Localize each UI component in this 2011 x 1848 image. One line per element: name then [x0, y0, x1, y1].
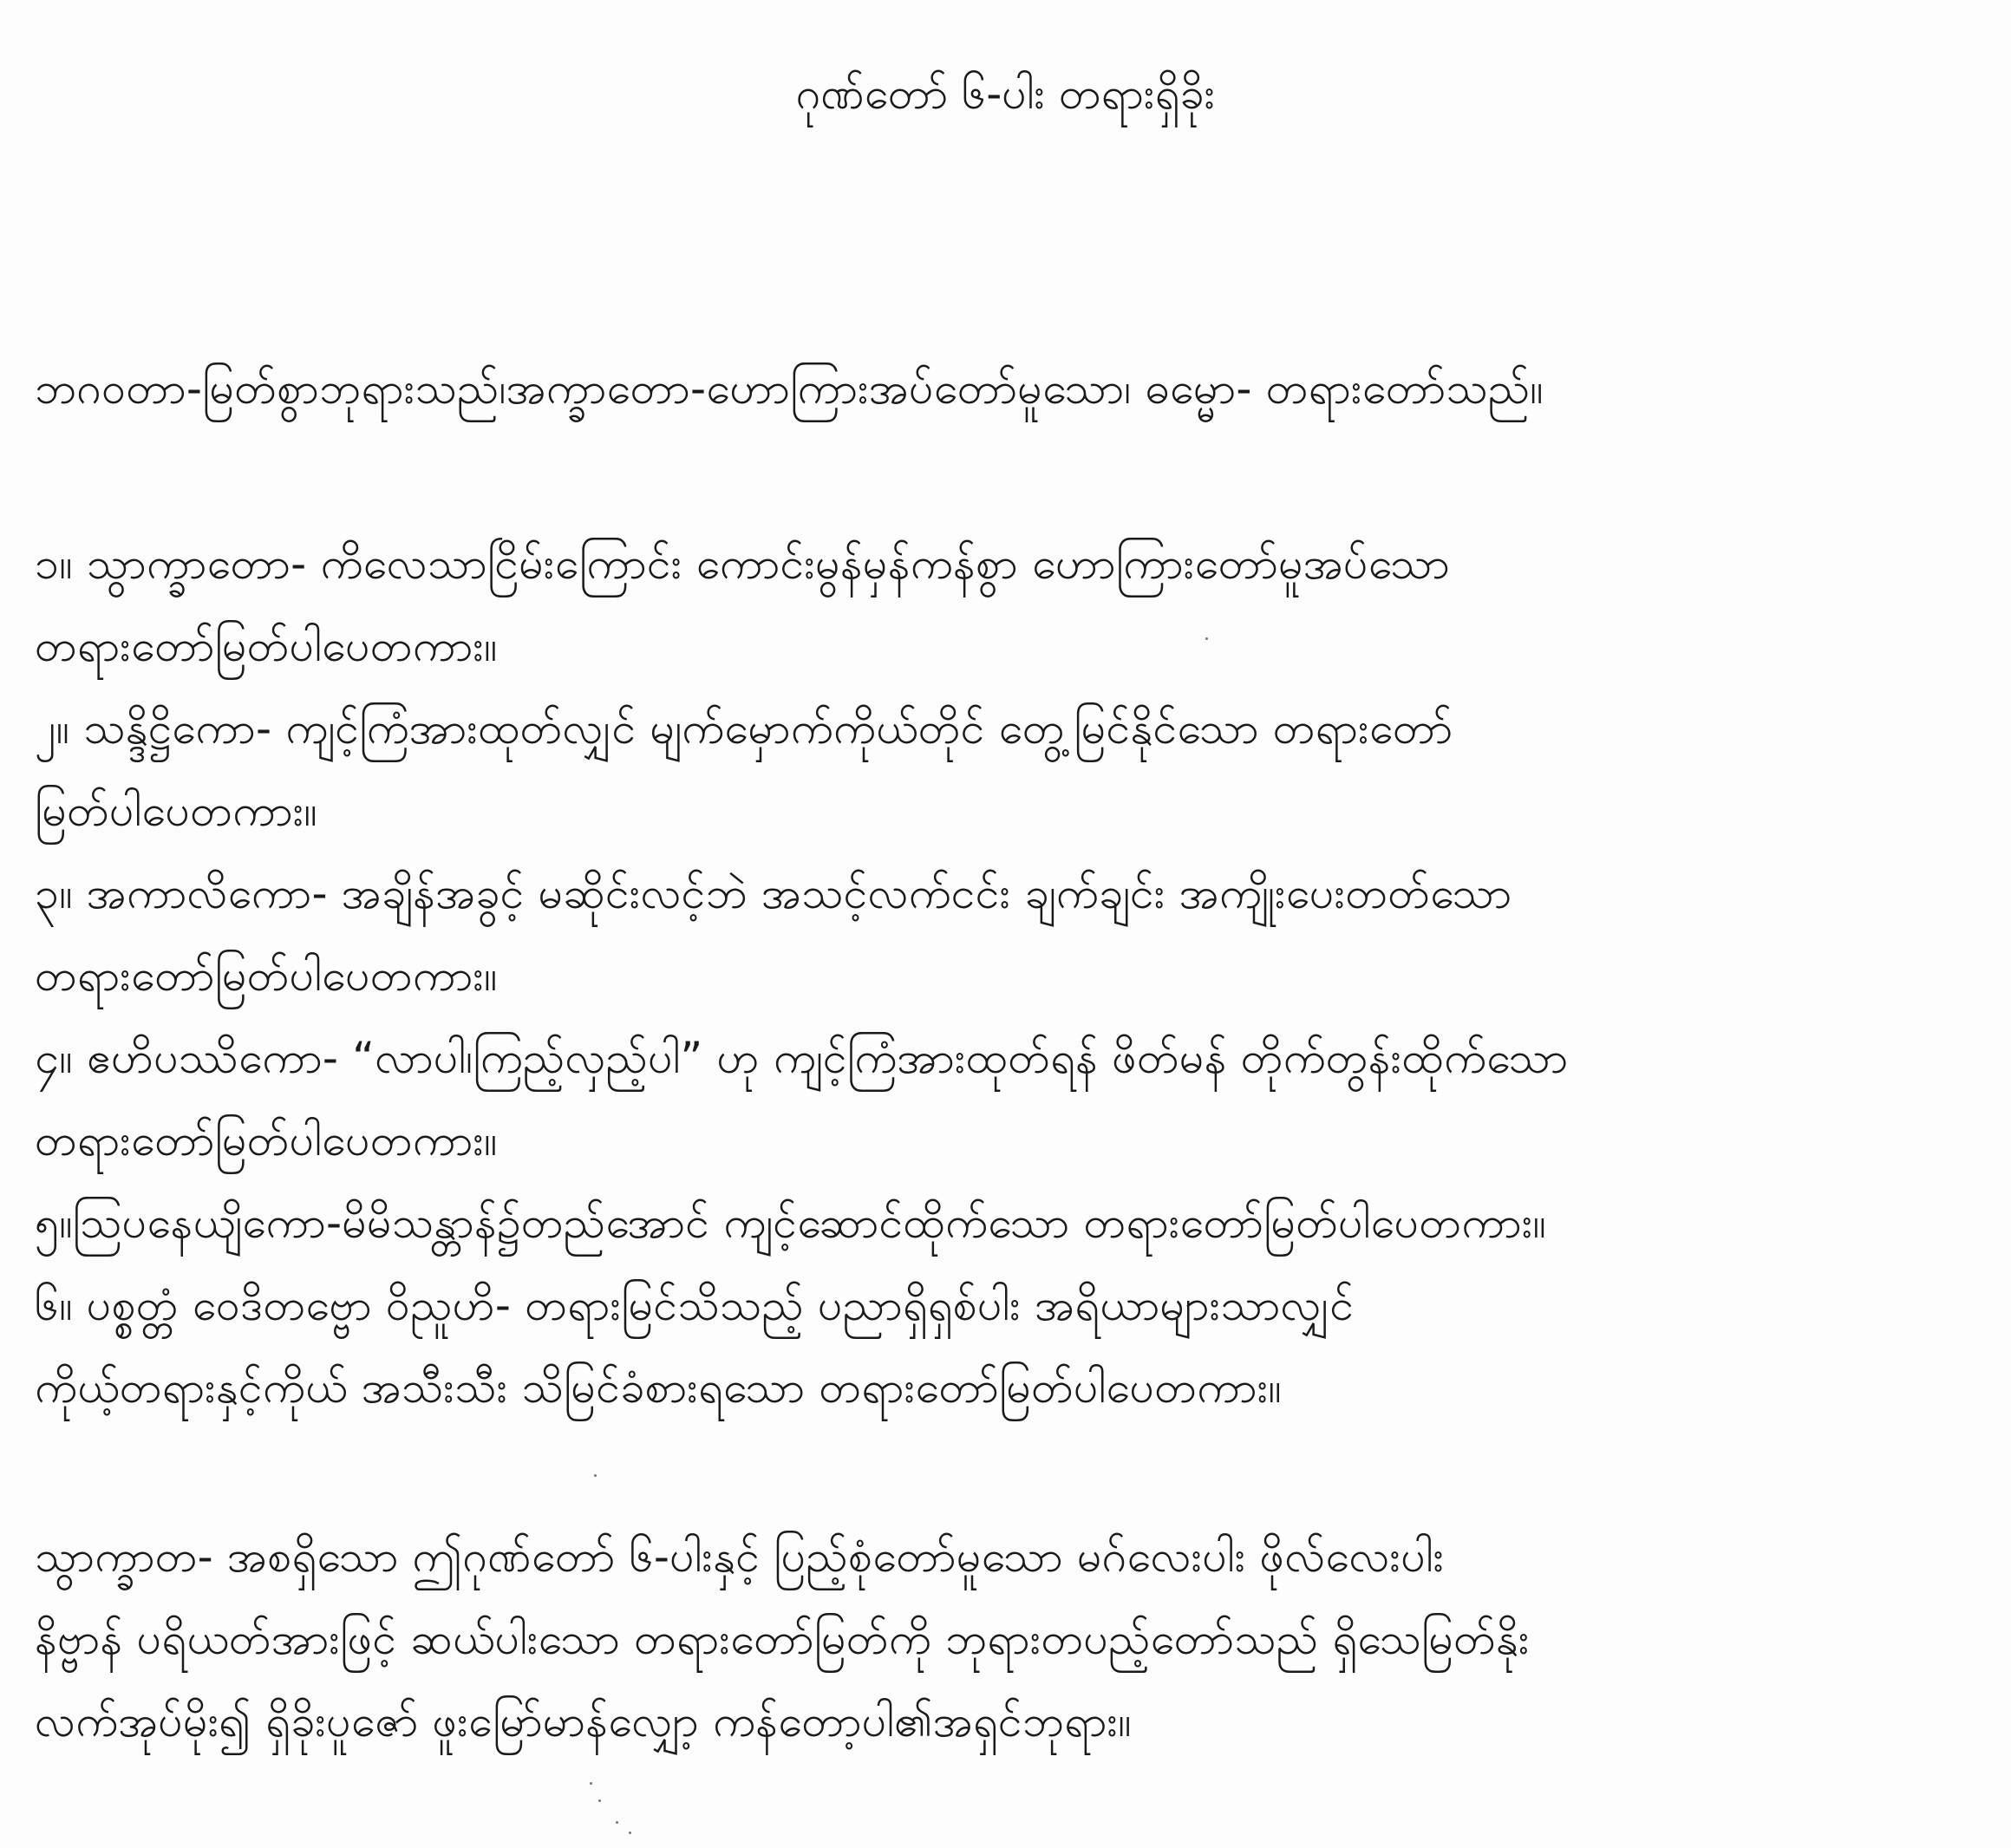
quality-3-line-1: ၃။ အကာလိကော- အချိန်အခွင့် မဆိုင်းလင့်ဘဲ အသင့်လက်ငင်း ချက်ချင်း အကျိုးပေးတတ်သော: [35, 868, 1512, 918]
intro-line: ဘဂဝတာ-မြတ်စွာဘုရားသည်၊အက္ခာတော-ဟောကြားအပ်တော်မူသော၊ ဓမ္မော- တရားတော်သည်။: [35, 363, 1544, 414]
quality-1-line-2: တရားတော်မြတ်ပါပေတကား။: [35, 621, 498, 671]
closing-line-1: သွာက္ခာတ- အစရှိသော ဤဂုဏ်တော် ၆-ပါးနှင့် ပြည့်စုံတော်မူသော မဂ်လေးပါး ဖိုလ်လေးပါး: [35, 1531, 1445, 1582]
scan-speck: [594, 1474, 597, 1477]
scan-speck: [629, 1832, 631, 1834]
scan-speck: [590, 1782, 592, 1785]
quality-4-line-1: ၄။ ဧဟိပဿိကော- “လာပါ၊ကြည့်လှည့်ပါ” ဟု ကျင့်ကြံအားထုတ်ရန် ဖိတ်မန် တိုက်တွန်းထိုက်သော: [35, 1033, 1569, 1083]
quality-5-line-1: ၅။ဩပနေယျိကော-မိမိသန္တာန်၌တည်အောင် ကျင့်ဆောင်ထိုက်သော တရားတော်မြတ်ပါပေတကား။: [35, 1198, 1546, 1248]
quality-6-line-2: ကိုယ့်တရားနှင့်ကိုယ် အသီးသီး သိမြင်ခံစားရသော တရားတော်မြတ်ပါပေတကား။: [35, 1362, 1282, 1413]
closing-line-2: နိဗ္ဗာန် ပရိယတ်အားဖြင့် ဆယ်ပါးသော တရားတော်မြတ်ကို ဘုရားတပည့်တော်သည် ရှိသေမြတ်နိုး: [35, 1614, 1530, 1664]
quality-2-line-1: ၂။ သန္ဒိဋ္ဌိကော- ကျင့်ကြံအားထုတ်လျှင် မျက်မှောက်ကိုယ်တိုင် တွေ့မြင်နိုင်သော တရားတော်: [35, 703, 1453, 754]
scan-speck: [1205, 637, 1208, 640]
scan-speck: [616, 1821, 618, 1824]
scan-speck: [598, 1799, 601, 1802]
quality-1-line-1: ၁။ သွာက္ခာတော- ကိလေသာငြိမ်းကြောင်း ကောင်းမွန်မှန်ကန်စွာ ဟောကြားတော်မူအပ်သော: [35, 539, 1451, 589]
quality-2-line-2: မြတ်ပါပေတကား။: [35, 786, 317, 836]
quality-6-line-1: ၆။ ပစ္စတ္တံ ဝေဒိတဗ္ဗော ဝိညူဟိ- တရားမြင်သိသည့် ပညာရှိရှစ်ပါး အရိယာများသာလျှင်: [35, 1280, 1355, 1330]
quality-3-line-2: တရားတော်မြတ်ပါပေတကား။: [35, 950, 498, 1001]
closing-line-3: လက်အုပ်မိုး၍ ရှိခိုးပူဇော် ဖူးမြော်မာန်လျှော့ ကန်တော့ပါ၏အရှင်ဘုရား။: [35, 1696, 1132, 1747]
document-title: ဂုဏ်တော် ၆-ပါး တရားရှိခိုး: [795, 69, 1216, 119]
quality-4-line-2: တရားတော်မြတ်ပါပေတကား။: [35, 1115, 498, 1166]
